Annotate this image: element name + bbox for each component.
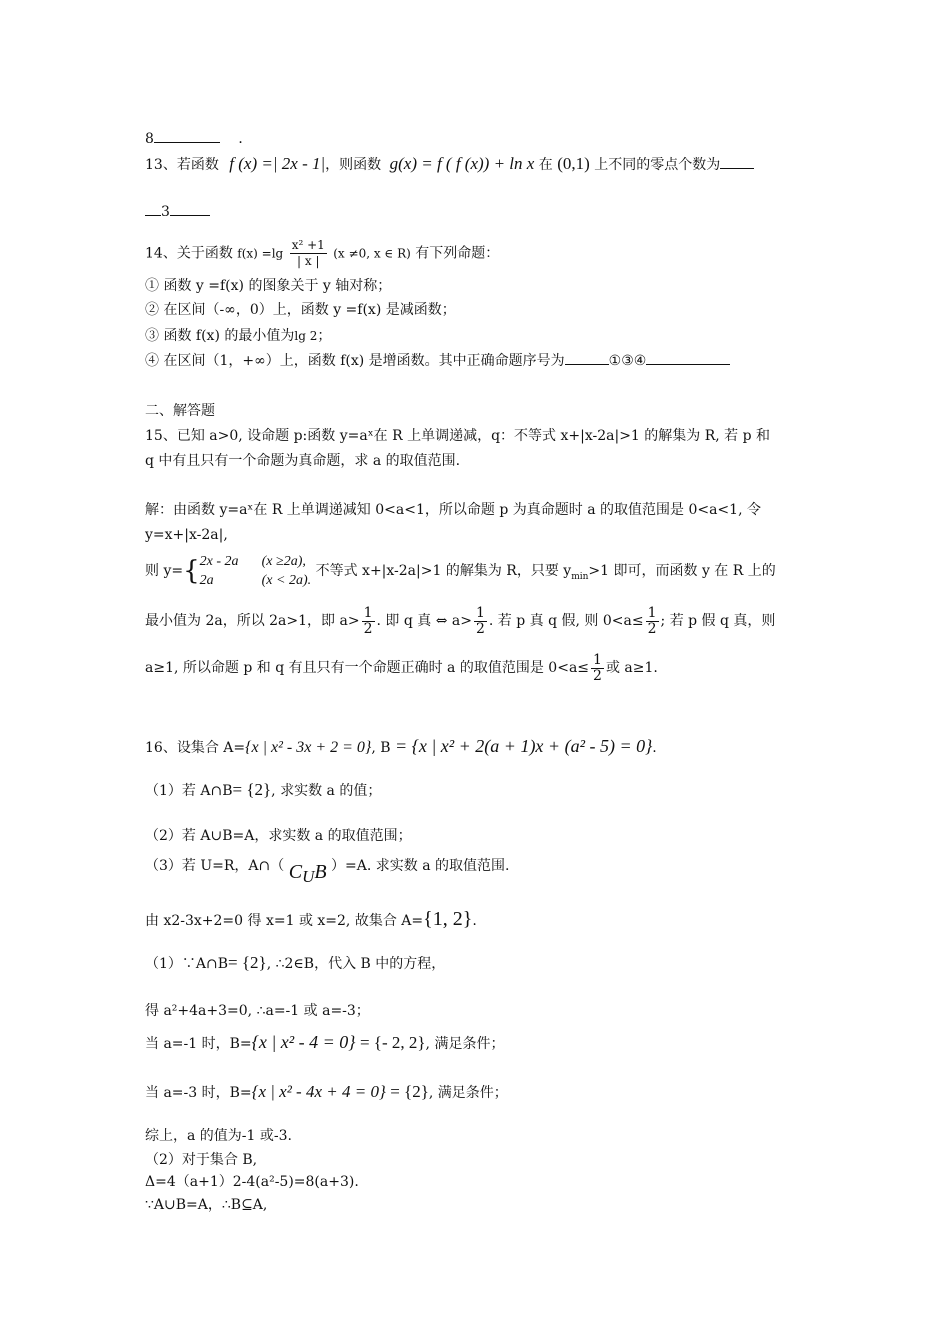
subscript: U: [302, 867, 315, 886]
answer-blank: [565, 350, 609, 365]
formula: f(x) =lg: [237, 246, 284, 261]
text: （1）若 A∩B: [145, 783, 233, 799]
text: ; 若 p 假 q 真，则: [660, 613, 776, 629]
text: 16、设集合 A=: [145, 740, 246, 756]
solution-15-line-5: [145, 651, 658, 685]
text: 由 x2-3x+2=0 得 x=1 或 x=2, 故集合 A=: [145, 913, 424, 929]
answer-line-13: [145, 201, 210, 222]
text: 不等式 x+|x-2a|>1 的解集为 R，只要 y: [315, 563, 572, 579]
fraction-denominator: 2: [475, 620, 485, 637]
text: 14、关于函数: [145, 245, 233, 262]
formula: {x | x² - 4x + 4 = 0}: [251, 1082, 386, 1101]
solution-15-line-2: y=x+|x-2a|,: [145, 527, 228, 543]
formula: g(x) = f ( f (x)) + ln x: [389, 154, 535, 173]
answer-blank: [170, 201, 210, 216]
solution-16-line-8: Δ=4（a+1）2-4(a²-5)=8(a+3).: [145, 1174, 359, 1190]
question-15-line-1: 15、已知 a>0, 设命题 p:函数 y=aˣ在 R 上单调递减，q：不等式 x+|x-2a|>1 的解集为 R, 若 p 和: [145, 428, 771, 444]
text: a≥1, 所以命题 p 和 q 有且只有一个命题正确时 a 的取值范围是 0<a≤: [145, 660, 590, 676]
answer-blank: [720, 154, 754, 169]
text: , ∴2∈B，代入 B 中的方程，: [266, 956, 446, 972]
set-a: {x | x² - 3x + 2 = 0}: [245, 739, 372, 756]
solution-16-line-6: 综上，a 的值为-1 或-3.: [145, 1128, 292, 1144]
text: ③ 函数 f(x) 的最小值为: [145, 328, 295, 344]
text: 当 a=-1 时，B=: [145, 1036, 252, 1052]
text: , B: [371, 740, 391, 756]
formula: {1, 2}: [423, 908, 473, 930]
text: ④ 在区间（1，+∞）上，函数 f(x) 是增函数。其中正确命题序号为: [145, 353, 565, 369]
left-brace-icon: {: [183, 556, 200, 586]
text: 8: [145, 131, 154, 147]
section-heading: 二、解答题: [145, 403, 215, 419]
piecewise-function: [200, 552, 312, 590]
proposition-1: ① 函数 y =f(x) 的图象关于 y 轴对称；: [145, 278, 392, 294]
formula: (0,1): [557, 154, 590, 173]
formula: {x | x² - 4 = 0}: [251, 1032, 356, 1052]
text: .: [652, 740, 657, 756]
text: 在: [538, 157, 553, 173]
answer-blank: [145, 201, 161, 216]
solution-16-line-3: 得 a²+4a+3=0, ∴a=-1 或 a=-3；: [145, 1003, 370, 1019]
case-condition: (x < 2a).: [261, 573, 312, 588]
question-15-line-2: q 中有且只有一个命题为真命题，求 a 的取值范围.: [145, 453, 461, 469]
solution-16-line-4: [145, 1029, 504, 1057]
solution-16-line-5: [145, 1079, 508, 1106]
solution-15-line-4: [145, 604, 775, 638]
proposition-4: [145, 350, 730, 371]
text: . 若 p 真 q 假, 则 0<a≤: [488, 613, 644, 629]
text: （1）∵A∩B: [145, 956, 229, 972]
solution-16-line-2: [145, 950, 445, 977]
text: ，则函数: [325, 157, 382, 173]
text: . 即 q 真 ⇔ a>: [376, 613, 472, 629]
text: 或 a≥1.: [605, 660, 658, 676]
fraction-denominator: 2: [647, 620, 657, 637]
answer-blank: [154, 128, 220, 143]
solution-16-line-9: ∵A∪B=A，∴B⊆A,: [145, 1197, 268, 1213]
text: , 求实数 a 的值；: [271, 783, 382, 799]
text: , 满足条件；: [425, 1036, 505, 1052]
formula: (x ≠0, x ∈ R): [333, 246, 411, 261]
text: , 满足条件；: [428, 1085, 508, 1101]
fraction-denominator: 2: [593, 667, 602, 684]
question-13: [145, 154, 754, 175]
fraction-numerator: 1: [647, 604, 657, 621]
proposition-3: [145, 326, 331, 346]
text: 有下列命题：: [415, 245, 500, 262]
question-16-part-3: [145, 851, 509, 892]
formula: B: [314, 861, 327, 883]
fraction: [290, 238, 327, 269]
answer-blank: [646, 350, 730, 365]
text: .: [472, 913, 477, 929]
question-16: [145, 733, 657, 761]
fraction-numerator: 1: [475, 604, 485, 621]
fraction-half: [362, 606, 375, 637]
solution-16-line-7: （2）对于集合 B,: [145, 1152, 258, 1168]
fraction-half: [591, 653, 604, 684]
text: 13、若函数: [145, 157, 219, 173]
fraction-denominator: 2: [363, 620, 373, 637]
fraction-numerator: x² +1: [291, 238, 325, 252]
complement-symbol: C: [288, 861, 303, 883]
formula: f (x) =| 2x - 1|: [229, 154, 326, 173]
text: 当 a=-3 时，B=: [145, 1085, 252, 1101]
solution-16-line-1: [145, 906, 477, 934]
answer-line-12: [145, 128, 252, 149]
text: ．: [238, 131, 253, 147]
fraction-half: [474, 606, 487, 637]
fraction-half: [646, 606, 659, 637]
formula: lg 2: [294, 329, 318, 343]
text: 最小值为 2a，所以 2a>1，即 a>: [145, 613, 360, 629]
question-16-part-2: （2）若 A∪B=A，求实数 a 的取值范围；: [145, 828, 412, 844]
text: >1 即可，而函数 y 在 R 上的: [588, 563, 776, 579]
answer-value: 3: [161, 204, 170, 220]
text: 则 y=: [145, 563, 184, 579]
text: （3）若 U=R，A∩（: [145, 858, 285, 874]
answer-value: ①③④: [608, 353, 647, 369]
question-16-part-1: [145, 778, 381, 803]
fraction-numerator: 1: [593, 651, 602, 668]
case-condition: (x ≥2a),: [261, 554, 306, 569]
set-b: = {x | x² + 2(a + 1)x + (a² - 5) = 0}: [394, 736, 653, 756]
case-expression: 2x - 2a: [199, 554, 239, 569]
formula: = {2}: [232, 780, 272, 799]
formula: = {2}: [390, 1082, 429, 1101]
proposition-2: ② 在区间（-∞，0）上，函数 y =f(x) 是减函数；: [145, 302, 456, 318]
case-expression: 2a: [199, 573, 214, 588]
formula: = {- 2, 2}: [359, 1033, 426, 1052]
formula: = {2}: [228, 953, 267, 972]
solution-15-line-1: 解：由函数 y=aˣ在 R 上单调递减知 0<a<1，所以命题 p 为真命题时 a 的取值范围是 0<a<1, 令: [145, 502, 761, 518]
text: ；: [317, 328, 332, 344]
fraction-numerator: 1: [363, 604, 373, 621]
text: 上不同的零点个数为: [594, 157, 721, 173]
solution-15-line-3: [145, 552, 776, 596]
fraction-denominator: | x |: [297, 254, 320, 268]
subscript: min: [571, 571, 589, 582]
text: ）=A. 求实数 a 的取值范围.: [331, 858, 510, 874]
question-14: [145, 238, 499, 269]
